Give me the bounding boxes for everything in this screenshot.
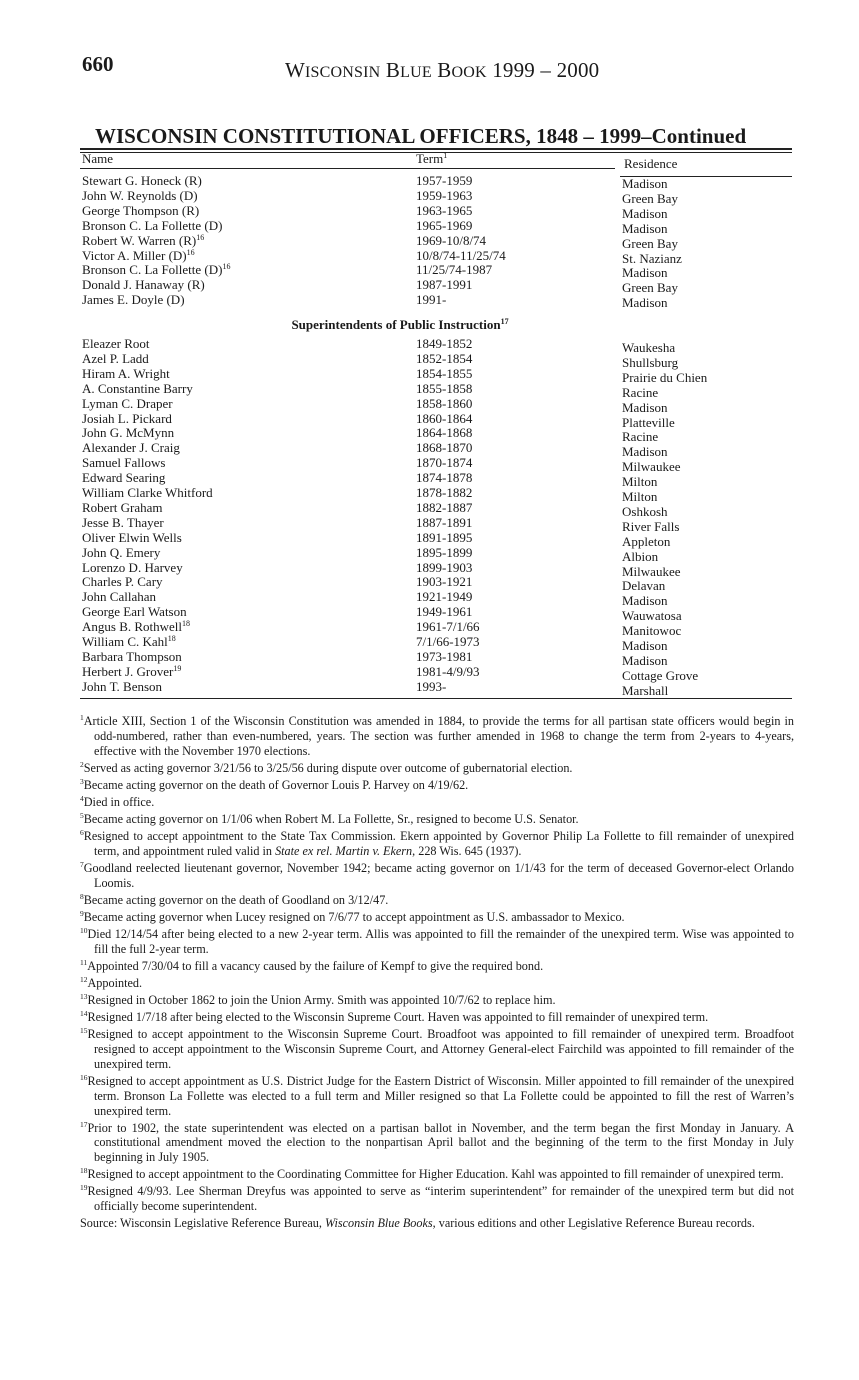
row-residence-text: St. Nazianz bbox=[622, 250, 682, 266]
row-residence-text: Platteville bbox=[622, 414, 675, 430]
row-name bbox=[82, 366, 170, 381]
footnote-ref: 16 bbox=[186, 247, 195, 257]
footnote-number: 8 bbox=[80, 891, 84, 901]
row-residence-text: Madison bbox=[622, 205, 668, 221]
row-term-text: 1949-1961 bbox=[416, 604, 473, 620]
row-name bbox=[82, 292, 185, 307]
row-name-text: Azel P. Ladd bbox=[82, 350, 149, 366]
footnote-text: Prior to 1902, the state superintendent was elected on a partisan ballot in November, and the term began the first Monday in January. A constitutional amendment moved the election to the nonpartisan April ballot and the beginning of the term to the first Monday in July beginning in July 1905. bbox=[87, 1120, 794, 1165]
row-name bbox=[82, 515, 164, 530]
row-residence-text: Cottage Grove bbox=[622, 667, 699, 683]
row-term bbox=[416, 664, 480, 679]
row-term-text: 10/8/74-11/25/74 bbox=[416, 247, 506, 263]
footnote bbox=[80, 1184, 794, 1214]
row-name bbox=[82, 485, 213, 500]
row-residence bbox=[622, 370, 707, 385]
row-term bbox=[416, 574, 472, 589]
row-term bbox=[416, 396, 472, 411]
row-term-text: 1874-1878 bbox=[416, 470, 473, 486]
row-term bbox=[416, 500, 472, 515]
row-residence bbox=[622, 564, 680, 579]
row-name-text: Angus B. Rothwell bbox=[82, 619, 183, 635]
footnote-number: 9 bbox=[80, 908, 84, 918]
row-term bbox=[416, 470, 472, 485]
row-term bbox=[416, 530, 472, 545]
row-term-text: 1855-1858 bbox=[416, 380, 473, 396]
row-residence-text: Madison bbox=[622, 176, 668, 191]
row-name bbox=[82, 262, 230, 277]
footnote-number: 18 bbox=[80, 1166, 88, 1176]
row-term-text: 1961-7/1/66 bbox=[416, 619, 480, 635]
row-name-text: Victor A. Miller (D) bbox=[82, 247, 187, 263]
footnote-ref: 16 bbox=[222, 262, 231, 272]
row-term-text: 1895-1899 bbox=[416, 544, 473, 560]
source-note: Source: Wisconsin Legislative Reference Bureau, Wisconsin Blue Books, various editions and other Legislative Reference Bureau records. bbox=[80, 1216, 755, 1231]
row-residence-text: Wauwatosa bbox=[622, 608, 682, 624]
row-residence-text: Green Bay bbox=[622, 235, 678, 251]
row-term-text: 1864-1868 bbox=[416, 425, 473, 441]
row-name bbox=[82, 381, 193, 396]
row-name bbox=[82, 233, 204, 248]
row-term bbox=[416, 425, 472, 440]
row-term bbox=[416, 218, 472, 233]
row-name-text: Eleazer Root bbox=[82, 336, 150, 351]
row-term-text: 1957-1959 bbox=[416, 173, 473, 188]
footnote-number: 2 bbox=[80, 759, 84, 769]
row-residence-text: Madison bbox=[622, 638, 668, 653]
footnote-ref: 18 bbox=[167, 634, 176, 643]
row-name bbox=[82, 440, 180, 455]
footnote bbox=[80, 993, 794, 1008]
page-number: 660 bbox=[82, 52, 114, 76]
row-term-text: 1854-1855 bbox=[416, 365, 473, 381]
row-residence bbox=[622, 429, 658, 444]
footnote-ref: 19 bbox=[173, 663, 182, 673]
row-residence-text: Madison bbox=[622, 444, 668, 460]
footnote-text: Appointed. bbox=[87, 976, 142, 991]
row-term-text: 1993- bbox=[416, 678, 447, 694]
running-head: WISCONSIN BLUE BOOK 1999 – 2000 bbox=[285, 58, 600, 82]
row-term-text: 1987-1991 bbox=[416, 277, 473, 293]
footnote-ref: 18 bbox=[182, 619, 191, 629]
table-title: WISCONSIN CONSTITUTIONAL OFFICERS, 1848 – 1999–Continued bbox=[95, 124, 747, 148]
row-term bbox=[416, 440, 472, 455]
row-name bbox=[82, 679, 162, 694]
row-name bbox=[82, 470, 165, 485]
row-residence bbox=[622, 176, 668, 191]
row-name bbox=[82, 411, 172, 426]
footnote-text: Goodland reelected lieutenant governor, November 1942; became acting governor on 1/1/43 for the term of deceased Governor-elect Orlando Loomis. bbox=[83, 860, 794, 890]
row-name-text: Bronson C. La Follette (D) bbox=[82, 262, 223, 278]
footnote-text: Died 12/14/54 after being elected to a new 2-year term. Allis was appointed to fill the remainder of the unexpired term. Wise was appointed to fill the full 2-year term. bbox=[87, 927, 794, 956]
footnote-number: 17 bbox=[80, 1119, 88, 1129]
row-term-text: 1878-1882 bbox=[416, 485, 473, 500]
footnote-text: Resigned to accept appointment to the State Tax Commission. Ekern appointed by Governor Philip La Follette to fill remainder of unexpired term, and appointment ruled valid in bbox=[83, 829, 794, 858]
row-term bbox=[416, 634, 480, 649]
row-residence-text: Milwaukee bbox=[622, 459, 681, 475]
row-term bbox=[416, 188, 472, 203]
row-term bbox=[416, 649, 472, 664]
row-term-text: 1921-1949 bbox=[416, 589, 473, 605]
table-bottom-rule bbox=[80, 698, 792, 699]
row-name-text: Josiah L. Pickard bbox=[82, 410, 172, 426]
row-residence bbox=[622, 578, 665, 593]
row-term bbox=[416, 262, 492, 277]
row-term bbox=[416, 366, 472, 381]
row-term bbox=[416, 381, 472, 396]
row-term-text: 1891-1895 bbox=[416, 529, 473, 545]
row-name-text: A. Constantine Barry bbox=[82, 380, 193, 396]
footnote bbox=[80, 714, 794, 758]
row-residence bbox=[622, 251, 682, 266]
row-residence bbox=[622, 683, 668, 698]
row-name-text: Jesse B. Thayer bbox=[82, 514, 164, 530]
footnote-number: 11 bbox=[80, 957, 88, 967]
row-name bbox=[82, 188, 198, 203]
row-residence-text: Madison bbox=[622, 220, 668, 236]
row-residence-text: Madison bbox=[622, 265, 668, 281]
footnote bbox=[80, 861, 794, 891]
title-rule bbox=[80, 148, 792, 150]
row-name-text: William C. Kahl bbox=[82, 634, 168, 649]
footnote bbox=[80, 959, 794, 974]
row-term bbox=[416, 233, 486, 248]
footnote bbox=[80, 893, 794, 908]
row-term bbox=[416, 411, 472, 426]
row-term-text: 11/25/74-1987 bbox=[416, 262, 493, 278]
row-residence-text: Green Bay bbox=[622, 190, 678, 206]
row-term bbox=[416, 455, 472, 470]
footnote-text: Became acting governor when Lucey resigned on 7/6/77 to accept appointment as U.S. ambassador to Mexico. bbox=[83, 909, 625, 924]
row-term bbox=[416, 248, 506, 263]
row-residence bbox=[622, 668, 698, 683]
footnote bbox=[80, 1167, 794, 1182]
row-residence-text: Waukesha bbox=[622, 340, 676, 355]
row-name bbox=[82, 574, 163, 589]
row-term bbox=[416, 292, 446, 307]
footnote-number: 1 bbox=[80, 713, 84, 722]
row-term-text: 1882-1887 bbox=[416, 499, 473, 515]
footnote-text: Became acting governor on the death of Governor Louis P. Harvey on 4/19/62. bbox=[83, 777, 469, 792]
footnote bbox=[80, 910, 794, 925]
row-name-text: Samuel Fallows bbox=[82, 455, 166, 471]
footnotes bbox=[80, 714, 794, 1233]
row-name-text: Bronson C. La Follette (D) bbox=[82, 217, 223, 233]
row-name bbox=[82, 619, 190, 634]
row-residence bbox=[622, 608, 682, 623]
footnote bbox=[80, 795, 794, 810]
footnote bbox=[80, 1010, 794, 1025]
row-name-text: Lyman C. Draper bbox=[82, 395, 173, 411]
row-term bbox=[416, 589, 472, 604]
footnote-text: Resigned to accept appointment to the Wisconsin Supreme Court. Broadfoot was appointed to fill remainder of unexpired term. Broadfoot resigned to accept appointment to the Wisconsin Supreme Court, and Attorney General-elect Fairchild was appointed to fill remainder of the unexpired term. bbox=[87, 1027, 794, 1071]
row-residence-text: Madison bbox=[622, 295, 668, 311]
footnote bbox=[80, 1121, 794, 1165]
row-residence-text: Appleton bbox=[622, 533, 671, 549]
row-name bbox=[82, 351, 149, 366]
row-term bbox=[416, 679, 446, 694]
footnote-number: 19 bbox=[80, 1183, 88, 1193]
row-residence-text: Manitowoc bbox=[622, 623, 682, 639]
row-name-text: Lorenzo D. Harvey bbox=[82, 559, 183, 575]
footnote-number: 14 bbox=[80, 1009, 88, 1019]
row-residence-text: Shullsburg bbox=[622, 354, 679, 370]
row-residence bbox=[622, 400, 668, 415]
row-term bbox=[416, 515, 472, 530]
row-residence bbox=[622, 623, 681, 638]
row-term bbox=[416, 485, 472, 500]
row-term-text: 7/1/66-1973 bbox=[416, 634, 480, 649]
row-term bbox=[416, 203, 472, 218]
row-residence bbox=[622, 638, 668, 653]
row-name bbox=[82, 500, 163, 515]
footnote-text: Resigned 1/7/18 after being elected to the Wisconsin Supreme Court. Haven was appointed to fill remainder of unexpired term. bbox=[87, 1010, 709, 1025]
row-name-text: Alexander J. Craig bbox=[82, 440, 180, 456]
column-header-name: Name bbox=[82, 151, 114, 166]
row-residence bbox=[622, 355, 678, 370]
footnote-text: Resigned 4/9/93. Lee Sherman Dreyfus was appointed to serve as “interim superintendent” for remainder of the unexpired term but did not officially become superintendent. bbox=[87, 1184, 794, 1214]
row-residence bbox=[622, 653, 668, 668]
footnote-text: Became acting governor on 1/1/06 when Robert M. La Follette, Sr., resigned to become U.S. Senator. bbox=[83, 811, 579, 826]
row-residence-text: Prairie du Chien bbox=[622, 369, 708, 385]
row-residence-text: Racine bbox=[622, 429, 659, 445]
row-term-text: 1849-1852 bbox=[416, 336, 473, 351]
footnote-text: Served as acting governor 3/21/56 to 3/25/56 during dispute over outcome of gubernatorial election. bbox=[83, 760, 573, 775]
row-name bbox=[82, 649, 182, 664]
row-term bbox=[416, 336, 472, 351]
footnote-text: Appointed 7/30/04 to fill a vacancy caused by the failure of Kempf to give the required bond. bbox=[87, 958, 544, 973]
row-name bbox=[82, 336, 150, 351]
row-term bbox=[416, 277, 472, 292]
row-residence-text: Madison bbox=[622, 652, 668, 668]
row-residence bbox=[622, 295, 668, 310]
row-name bbox=[82, 545, 160, 560]
footnote-number: 3 bbox=[80, 776, 84, 786]
footnote-number: 13 bbox=[80, 992, 88, 1002]
row-name-text: George Earl Watson bbox=[82, 604, 187, 620]
row-name bbox=[82, 203, 199, 218]
row-name-text: Donald J. Hanaway (R) bbox=[82, 277, 205, 293]
row-residence-text: Milton bbox=[622, 474, 658, 490]
row-residence-text: Madison bbox=[622, 399, 668, 415]
footnote-list bbox=[80, 714, 794, 1214]
row-name bbox=[82, 634, 176, 649]
row-residence-text: Green Bay bbox=[622, 280, 678, 296]
row-residence-text: River Falls bbox=[622, 518, 680, 534]
footnote-text: Died in office. bbox=[83, 794, 155, 809]
row-name-text: Herbert J. Grover bbox=[82, 663, 174, 679]
row-term bbox=[416, 604, 472, 619]
row-term-text: 1858-1860 bbox=[416, 395, 473, 411]
row-residence bbox=[622, 340, 675, 355]
footnote bbox=[80, 812, 794, 827]
row-term bbox=[416, 173, 472, 188]
row-term bbox=[416, 619, 480, 634]
row-name-text: John T. Benson bbox=[82, 678, 163, 694]
row-term-text: 1959-1963 bbox=[416, 187, 473, 203]
row-name bbox=[82, 455, 165, 470]
row-residence-text: Marshall bbox=[622, 682, 669, 698]
row-name-text: John Callahan bbox=[82, 589, 157, 605]
row-name-text: Oliver Elwin Wells bbox=[82, 529, 182, 545]
footnote-number: 15 bbox=[80, 1026, 88, 1036]
header-rule-left bbox=[80, 168, 615, 169]
row-name bbox=[82, 530, 182, 545]
case-citation: State ex rel. Martin v. Ekern bbox=[275, 843, 413, 858]
row-name-text: Charles P. Cary bbox=[82, 574, 163, 590]
row-name bbox=[82, 248, 195, 263]
footnote-text: Resigned in October 1862 to join the Union Army. Smith was appointed 10/7/62 to replace him. bbox=[87, 993, 556, 1008]
row-residence bbox=[622, 519, 679, 534]
row-residence bbox=[622, 221, 668, 236]
row-residence bbox=[622, 385, 658, 400]
row-name bbox=[82, 173, 202, 188]
row-name bbox=[82, 664, 181, 679]
row-term-text: 1852-1854 bbox=[416, 350, 473, 366]
footnote bbox=[80, 761, 794, 776]
row-name-text: John W. Reynolds (D) bbox=[82, 187, 198, 203]
row-residence-text: Racine bbox=[622, 384, 659, 400]
footnote bbox=[80, 927, 794, 957]
footnote-text: Resigned to accept appointment as U.S. District Judge for the Eastern District of Wisconsin. Miller appointed to fill remainder of the unexpired term. Bronson La Follette was elected to a full term and Miller resigned so that La Follette could be appointed to fill the rest of Warren’s unexpired term. bbox=[87, 1073, 794, 1118]
column-header-residence: Residence bbox=[624, 156, 678, 171]
footnote-text: Resigned to accept appointment to the Coordinating Committee for Higher Education. Kahl was appointed to fill remainder of unexpired term. bbox=[87, 1167, 784, 1182]
row-residence bbox=[622, 206, 668, 221]
row-residence-text: Milwaukee bbox=[622, 563, 681, 579]
row-name-text: John G. McMynn bbox=[82, 425, 175, 441]
row-residence-text: Milton bbox=[622, 489, 658, 504]
footnote-number: 12 bbox=[80, 975, 88, 985]
row-residence bbox=[622, 191, 678, 206]
footnote-number: 7 bbox=[80, 859, 84, 869]
row-term bbox=[416, 560, 472, 575]
row-name-text: Robert Graham bbox=[82, 499, 163, 515]
footnote bbox=[80, 1074, 794, 1118]
row-term-text: 1969-10/8/74 bbox=[416, 232, 487, 248]
row-name-text: George Thompson (R) bbox=[82, 202, 200, 218]
column-header-term: Term$^1$ bbox=[416, 151, 448, 166]
row-name bbox=[82, 589, 156, 604]
footnote bbox=[80, 829, 794, 859]
row-term-text: 1887-1891 bbox=[416, 514, 473, 530]
row-residence bbox=[622, 280, 678, 295]
row-residence-text: Albion bbox=[622, 548, 659, 564]
row-residence bbox=[622, 415, 675, 430]
row-name bbox=[82, 277, 205, 292]
row-residence-text: Delavan bbox=[622, 578, 666, 594]
row-name-text: Robert W. Warren (R) bbox=[82, 232, 197, 248]
row-term-text: 1899-1903 bbox=[416, 559, 473, 575]
row-residence bbox=[622, 504, 668, 519]
row-residence bbox=[622, 549, 658, 564]
row-name bbox=[82, 425, 174, 440]
row-residence bbox=[622, 444, 668, 459]
row-name bbox=[82, 560, 183, 575]
row-name-text: Stewart G. Honeck (R) bbox=[82, 173, 202, 188]
row-name bbox=[82, 218, 222, 233]
row-term-text: 1903-1921 bbox=[416, 574, 473, 590]
row-name-text: Hiram A. Wright bbox=[82, 365, 170, 381]
footnote-number: 6 bbox=[80, 828, 84, 838]
footnote-text: Article XIII, Section 1 of the Wisconsin Constitution was amended in 1884, to provide the terms for all partisan state officers would begin in odd-numbered, rather than even-numbered, years. The section was further amended in 1968 to change the term from 2-years to 4-years, effective with the November 1970 elections. bbox=[83, 714, 794, 758]
footnote-number: 5 bbox=[80, 810, 84, 820]
superintendents-section-title: Superintendents of Public Instruction$^{17}$ bbox=[291, 317, 509, 332]
row-residence-text: Oshkosh bbox=[622, 503, 668, 519]
footnote-number: 16 bbox=[80, 1072, 88, 1082]
row-term-text: 1973-1981 bbox=[416, 648, 473, 664]
row-residence bbox=[622, 474, 657, 489]
footnote-text: Became acting governor on the death of Goodland on 3/12/47. bbox=[83, 892, 389, 907]
row-residence bbox=[622, 265, 668, 280]
row-term-text: 1870-1874 bbox=[416, 455, 473, 471]
row-name bbox=[82, 396, 173, 411]
row-name-text: John Q. Emery bbox=[82, 544, 161, 560]
row-residence bbox=[622, 489, 657, 504]
row-term-text: 1981-4/9/93 bbox=[416, 663, 480, 679]
row-term-text: 1868-1870 bbox=[416, 440, 473, 456]
footnote-number: 10 bbox=[80, 926, 88, 936]
footnote-number: 4 bbox=[80, 793, 84, 803]
row-term-text: 1860-1864 bbox=[416, 410, 473, 426]
footnote bbox=[80, 1027, 794, 1071]
row-residence bbox=[622, 459, 680, 474]
row-term-text: 1963-1965 bbox=[416, 202, 473, 218]
row-term bbox=[416, 351, 472, 366]
row-name-text: William Clarke Whitford bbox=[82, 485, 213, 500]
footnote-text-after: , 228 Wis. 645 (1937). bbox=[412, 843, 522, 858]
row-name-text: Barbara Thompson bbox=[82, 648, 182, 664]
row-residence bbox=[622, 236, 678, 251]
row-term bbox=[416, 545, 472, 560]
row-term-text: 1965-1969 bbox=[416, 217, 473, 233]
row-term-text: 1991- bbox=[416, 292, 447, 308]
row-residence bbox=[622, 593, 668, 608]
footnote-ref: 16 bbox=[196, 232, 205, 242]
row-residence-text: Madison bbox=[622, 593, 668, 609]
row-name-text: Edward Searing bbox=[82, 470, 166, 486]
footnote bbox=[80, 976, 794, 991]
row-residence bbox=[622, 534, 670, 549]
row-name-text: James E. Doyle (D) bbox=[82, 292, 185, 308]
footnote bbox=[80, 778, 794, 793]
row-name bbox=[82, 604, 187, 619]
